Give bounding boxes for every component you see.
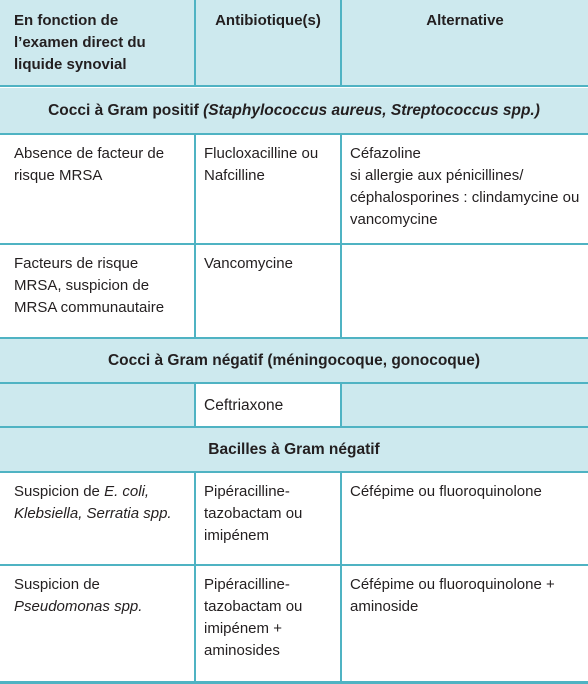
table-row (0, 245, 588, 339)
alternative-cell: Céfépime ou fluoroquinolone + aminoside (340, 566, 588, 681)
table-row (0, 384, 588, 428)
antibiotic-cell: Vancomycine (194, 245, 340, 337)
condition-cell: Facteurs de risque MRSA, suspicion de MRSA communautaire (14, 255, 165, 316)
header-alternative: Alternative (340, 0, 588, 85)
section-title-gram-negative-bacilli (0, 428, 588, 473)
header-antibiotics: Antibiotique(s) (194, 0, 340, 85)
antibiotic-cell: Pipéracilline-tazobactam ou imipénem + aminosides (194, 566, 340, 681)
alternative-cell (340, 245, 588, 337)
section-title-gram-negative-cocci (0, 339, 588, 384)
section-title-text: Bacilles à Gram négatif (208, 440, 380, 458)
table-row (0, 566, 588, 681)
table-row (0, 135, 588, 245)
alternative-allergy: si allergie aux pénicillines/ céphalosporines : clindamycine ou vancomycine (350, 167, 580, 228)
condition-cell (0, 384, 194, 426)
condition-cell: Absence de facteur de risque MRSA (14, 145, 165, 184)
section-title-text: Cocci à Gram négatif (méningocoque, gonocoque) (107, 351, 481, 369)
alternative-cell (340, 384, 588, 426)
antibiotic-cell: Ceftriaxone (194, 384, 340, 426)
alternative-primary: Céfazoline (350, 145, 421, 162)
section-title-gram-positive (0, 88, 588, 135)
condition-cell: Suspicion de E. coli, Klebsiella, Serratia spp. (14, 483, 172, 522)
condition-cell: Suspicion de Pseudomonas spp. (14, 576, 143, 615)
table-row (0, 473, 588, 566)
section-title-text: Cocci à Gram positif (Staphylococcus aureus, Streptococcus spp.) (48, 101, 540, 119)
antibiotic-cell: Pipéracilline-tazobactam ou imipénem (194, 473, 340, 564)
alternative-cell: Céfépime ou fluoroquinolone (340, 473, 588, 564)
alternative-cell (340, 135, 588, 243)
antibiotic-cell: Flucloxacilline ou Nafcilline (194, 135, 340, 243)
header-condition: En fonction de l’examen direct du liquide synovial (14, 12, 146, 73)
table-header (0, 0, 588, 87)
